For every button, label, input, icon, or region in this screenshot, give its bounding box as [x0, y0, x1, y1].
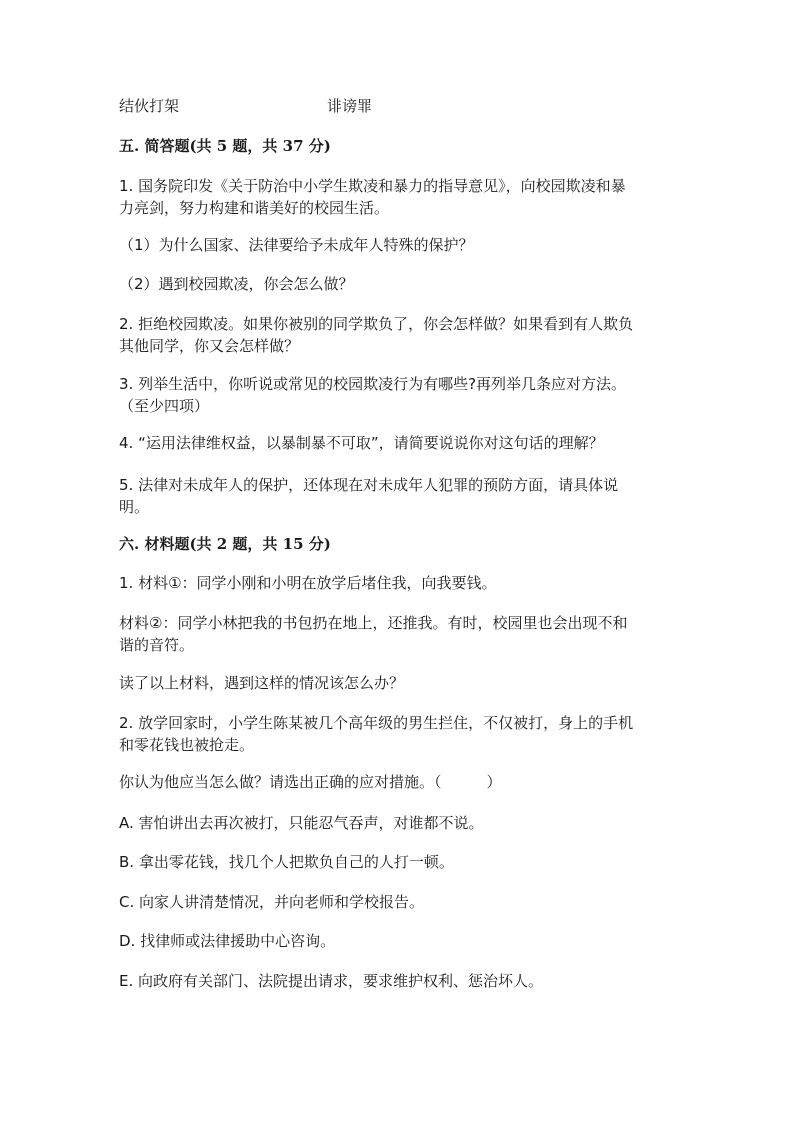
material2-text-line1: 材料②：同学小林把我的书包扔在地上，还推我。有时，校园里也会出现不和: [119, 614, 628, 632]
option-c: C. 向家人讲清楚情况，并向老师和学校报告。: [119, 893, 425, 911]
q6-2-text-line1: 2. 放学回家时，小学生陈某被几个高年级的男生拦住，不仅被打，身上的手机: [119, 714, 634, 732]
carryover-left-term: 结伙打架: [119, 97, 180, 115]
q5-text-line1: 5. 法律对未成年人的保护，还体现在对未成年人犯罪的预防方面，请具体说: [119, 476, 619, 494]
q1-subquestion-1: （1）为什么国家、法律要给予未成年人特殊的保护？: [119, 236, 474, 254]
option-d: D. 找律师或法律援助中心咨询。: [119, 932, 336, 950]
q5-text-line2: 明。: [119, 498, 150, 516]
q3-text-line2: （至少四项）: [119, 397, 210, 415]
q3-text-line1: 3. 列举生活中，你听说或常见的校园欺凌行为有哪些?再列举几条应对方法。: [119, 375, 627, 393]
q6-2-text-line2: 和零花钱也被抢走。: [119, 736, 255, 754]
material-question: 读了以上材料，遇到这样的情况该怎么办？: [119, 674, 405, 692]
option-a: A. 害怕讲出去再次被打，只能忍气吞声，对谁都不说。: [119, 814, 484, 832]
q2-text-line1: 2. 拒绝校园欺凌。如果你被别的同学欺负了，你会怎样做？如果看到有人欺负: [119, 315, 634, 333]
q1-text-line2: 力亮剑，努力构建和谐美好的校园生活。: [119, 199, 390, 217]
material1-text: 1. 材料①：同学小刚和小明在放学后堵住我，向我要钱。: [119, 574, 497, 592]
section6-heading: 六. 材料题(共 2 题，共 15 分): [119, 535, 331, 553]
q4-text-line1: 4. “运用法律维权益，以暴制暴不可取”，请简要说说你对这句话的理解？: [119, 434, 604, 452]
section5-heading: 五. 简答题(共 5 题，共 37 分): [119, 137, 331, 155]
q1-text-line1: 1. 国务院印发《关于防治中小学生欺凌和暴力的指导意见》，向校园欺凌和暴: [119, 177, 626, 195]
option-b: B. 拿出零花钱，找几个人把欺负自己的人打一顿。: [119, 853, 454, 871]
material2-text-line2: 谐的音符。: [119, 636, 195, 654]
q1-subquestion-2: （2）遇到校园欺凌，你会怎么做？: [119, 275, 354, 293]
q2-text-line2: 其他同学，你又会怎样做？: [119, 337, 300, 355]
carryover-right-term: 诽谤罪: [327, 97, 373, 115]
q6-2-prompt: 你认为他应当怎么做？请选出正确的应对措施。（ ）: [119, 773, 502, 791]
option-e: E. 向政府有关部门、法院提出请求，要求维护权利、惩治坏人。: [119, 972, 544, 990]
